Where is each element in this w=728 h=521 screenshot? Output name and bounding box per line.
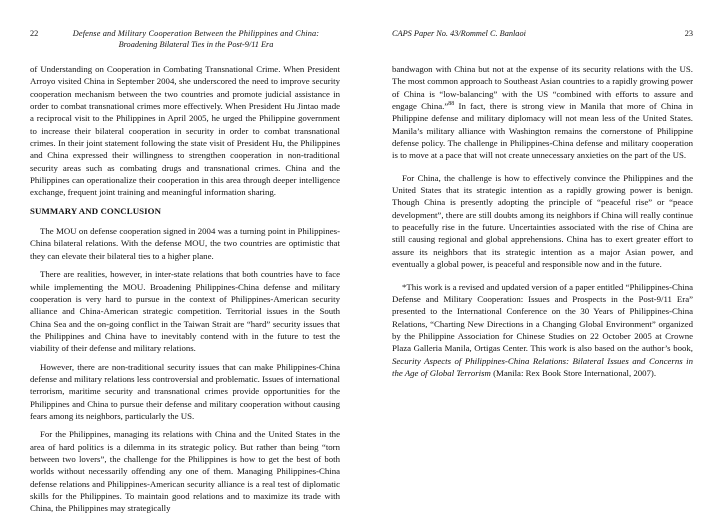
footnote-marker: 88: [448, 101, 455, 108]
left-body-text: [30, 63, 340, 521]
right-page-number: 23: [684, 29, 693, 38]
right-page: [392, 0, 693, 516]
right-paragraph-1-part-a: bandwagon with China but not at the expense of its security relations with the US. The most common approach to Southeast Asian countries to a rapidly growing power of China is “low-balancing” with the US “combined with efforts to assure and engage China.”: [392, 64, 693, 112]
left-paragraph-3: There are realities, however, in inter-state relations that both countries have to face while implementing the MOU. Broadening Philippines-China defense and military cooperation is very hard to pursue in the context of Philippines-American security alliance and China-American strategic competition. Territorial issues in the South China Sea and the on-going conflict in the Taiwan Strait are “hard” security issues that the Philippines and China have to inevitably contend with in the future to test the viability of their defense and military relations.: [30, 269, 340, 354]
author-note-part-b: (Manila: Rex Book Store International, 2007).: [493, 367, 657, 378]
left-paragraph-2: The MOU on defense cooperation signed in 2004 was a turning point in Philippines-China bilateral relations. With the defense MOU, the two countries are optimistic that they can elevate their bilateral ties to a higher plane.: [30, 226, 340, 261]
right-body-text: [392, 63, 693, 385]
left-running-title-line-2: Broadening Bilateral Ties in the Post-9/11 Era: [118, 40, 274, 49]
author-note-book-title: Security Aspects of Philippines-China Relations: Bilateral Issues and Concerns in the Age of Global Terrorism: [392, 355, 693, 378]
author-note-part-a: *This work is a revised and updated version of a paper entitled “Philippines-China Defense and Military Cooperation: Issues and Prospects in the Post-9/11 Era” presented to the International Conference on the 30 Years of Philippines-China Relations, “Charting New Directions in a Changing Global Environment” organized by the Philippine Association for Chinese Studies on 22 October 2005 at Crowne Plaza Galleria Manila, Ortigas Center. This work is also based on the author’s book,: [392, 281, 693, 354]
left-running-head: [30, 28, 340, 58]
section-heading: SUMMARY AND CONCLUSION: [30, 205, 162, 216]
left-page-number: 22: [30, 29, 39, 38]
left-paragraph-5: For the Philippines, managing its relations with China and the United States in the area of hard politics is a dilemma in its strategic policy. But rather than being “torn between two lovers”, the challenge for the Philippines is how to get the best of both worlds without necessarily offending any one of them. Managing Philippines-China defense relations and Philippines-American security alliance is a real test of diplomatic skills for the Philippines. To maintain good relations and to maximize its trade with China, the Philippines may strategically: [30, 429, 340, 514]
right-paragraph-2: For China, the challenge is how to effectively convince the Philippines and the United States that its strategic intention as a rapidly growing power is benign. Though China is presently adopting the principle of “peaceful rise” or “peace development”, there are still doubts among its neighbors if China will really continue to peacefully rise in the future. Uncertainties associated with the rise of China are still causing regional and global apprehensions. China has to exert greater effort to assure its neighbors that its strategic intention as a major Asian power, and eventually a global power, is peaceful and responsible now and in the future.: [392, 172, 693, 270]
left-page: [30, 0, 340, 516]
author-note: [392, 281, 693, 380]
left-paragraph-4: However, there are non-traditional security issues that can make Philippines-China defense and military relations less controversial and problematic. Issues of international terrorism, maritime security and transnational crimes provide opportunities for the Philippines and China to pursue their defense and military cooperation without causing fears among its neighbors, particularly the US.: [30, 361, 340, 421]
right-running-title: CAPS Paper No. 43/Rommel C. Banlaoi: [392, 29, 526, 38]
right-running-head: [392, 28, 693, 58]
left-running-title-line-1: Defense and Military Cooperation Between the Philippines and China:: [72, 29, 320, 38]
right-paragraph-1-part-b: In fact, there is strong view in Manila that more of China in Philippine defense and military diplomacy will not mean less of the United States. Manila’s military alliance with Washington remains the cornerstone of Philippine defense policy. The challenge in Philippines-China defense and military cooperation is to move at a pace that will not create unnecessary anxieties on the part of the US.: [392, 101, 693, 161]
right-paragraph-1: [392, 63, 693, 162]
left-paragraph-1: of Understanding on Cooperation in Combating Transnational Crime. When President Arroyo visited China in September 2004, she underscored the need to improve security cooperation mechanism between the two countries and promote judicial assistance in order to combat transnational crimes more effectively. When President Hu Jintao made a reciprocal visit to the Philippines in April 2005, he urged the Philippine government to increase their bilateral cooperation in security in order to combat transnational crimes. In their joint statement following the state visit of President Hu, the Philippines and China expressed their willingness to strengthen cooperation in non-traditional security areas such as combating drugs and transnational crimes. China and the Philippines can operationalize their cooperation in this area through deeper intelligence exchange, frequent joint training and meaningful information sharing.: [30, 64, 340, 198]
